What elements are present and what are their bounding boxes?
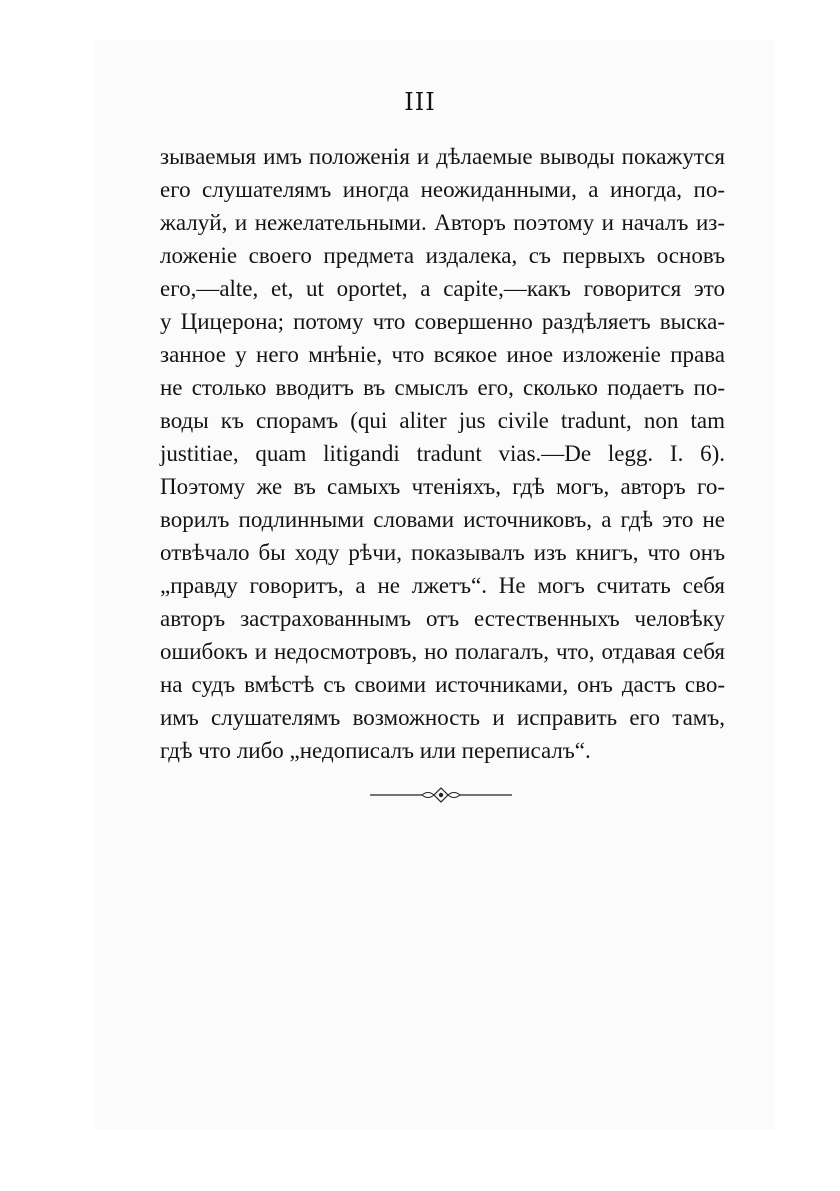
text-line: ложеніе своего предмета издалека, съ первыхъ основъ (160, 243, 725, 268)
body-paragraph (160, 140, 725, 767)
text-line: авторъ застрахованнымъ отъ естественныхъ человѣку (160, 606, 725, 631)
text-line: зываемыя имъ положенія и дѣлаемые выводы покажутся (160, 144, 725, 169)
text-line: жалуй, и нежелательными. Авторъ поэтому и началъ из- (160, 210, 725, 235)
text-line: не столько вводитъ въ смыслъ его, сколько подаетъ по- (160, 375, 725, 400)
text-line: занное у него мнѣніе, что всякое иное изложеніе права (160, 342, 725, 367)
text-line: его,—alte, et, ut oportet, a capite,—какъ говорится это (160, 276, 725, 301)
text-line: его слушателямъ иногда неожиданными, а иногда, по- (160, 177, 725, 202)
text-line: ворилъ подлинными словами источниковъ, а гдѣ это не (160, 507, 725, 532)
text-line: имъ слушателямъ возможность и исправить его тамъ, (160, 705, 725, 730)
page-number: III (404, 88, 436, 116)
text-line: на судъ вмѣстѣ съ своими источниками, онъ дастъ сво- (160, 672, 725, 697)
text-line-last: гдѣ что либо „недописалъ или переписалъ“. (160, 738, 591, 763)
text-line: у Цицерона; потому что совершенно раздѣляетъ выска- (160, 309, 725, 334)
text-line: ошибокъ и недосмотровъ, но полагалъ, что, отдавая себя (160, 639, 725, 664)
text-line: justitiae, quam litigandi tradunt vias.—De legg. I. 6). (160, 441, 725, 466)
text-line: „правду говоритъ, а не лжетъ“. Не могъ считать себя (160, 573, 725, 598)
text-line: Поэтому же въ самыхъ чтеніяхъ, гдѣ могъ, авторъ го- (160, 474, 725, 499)
text-line: воды къ спорамъ (qui aliter jus civile tradunt, non tam (160, 408, 725, 433)
text-line: отвѣчало бы ходу рѣчи, показывалъ изъ книгъ, что онъ (160, 540, 725, 565)
ornament-divider-icon (370, 786, 512, 804)
